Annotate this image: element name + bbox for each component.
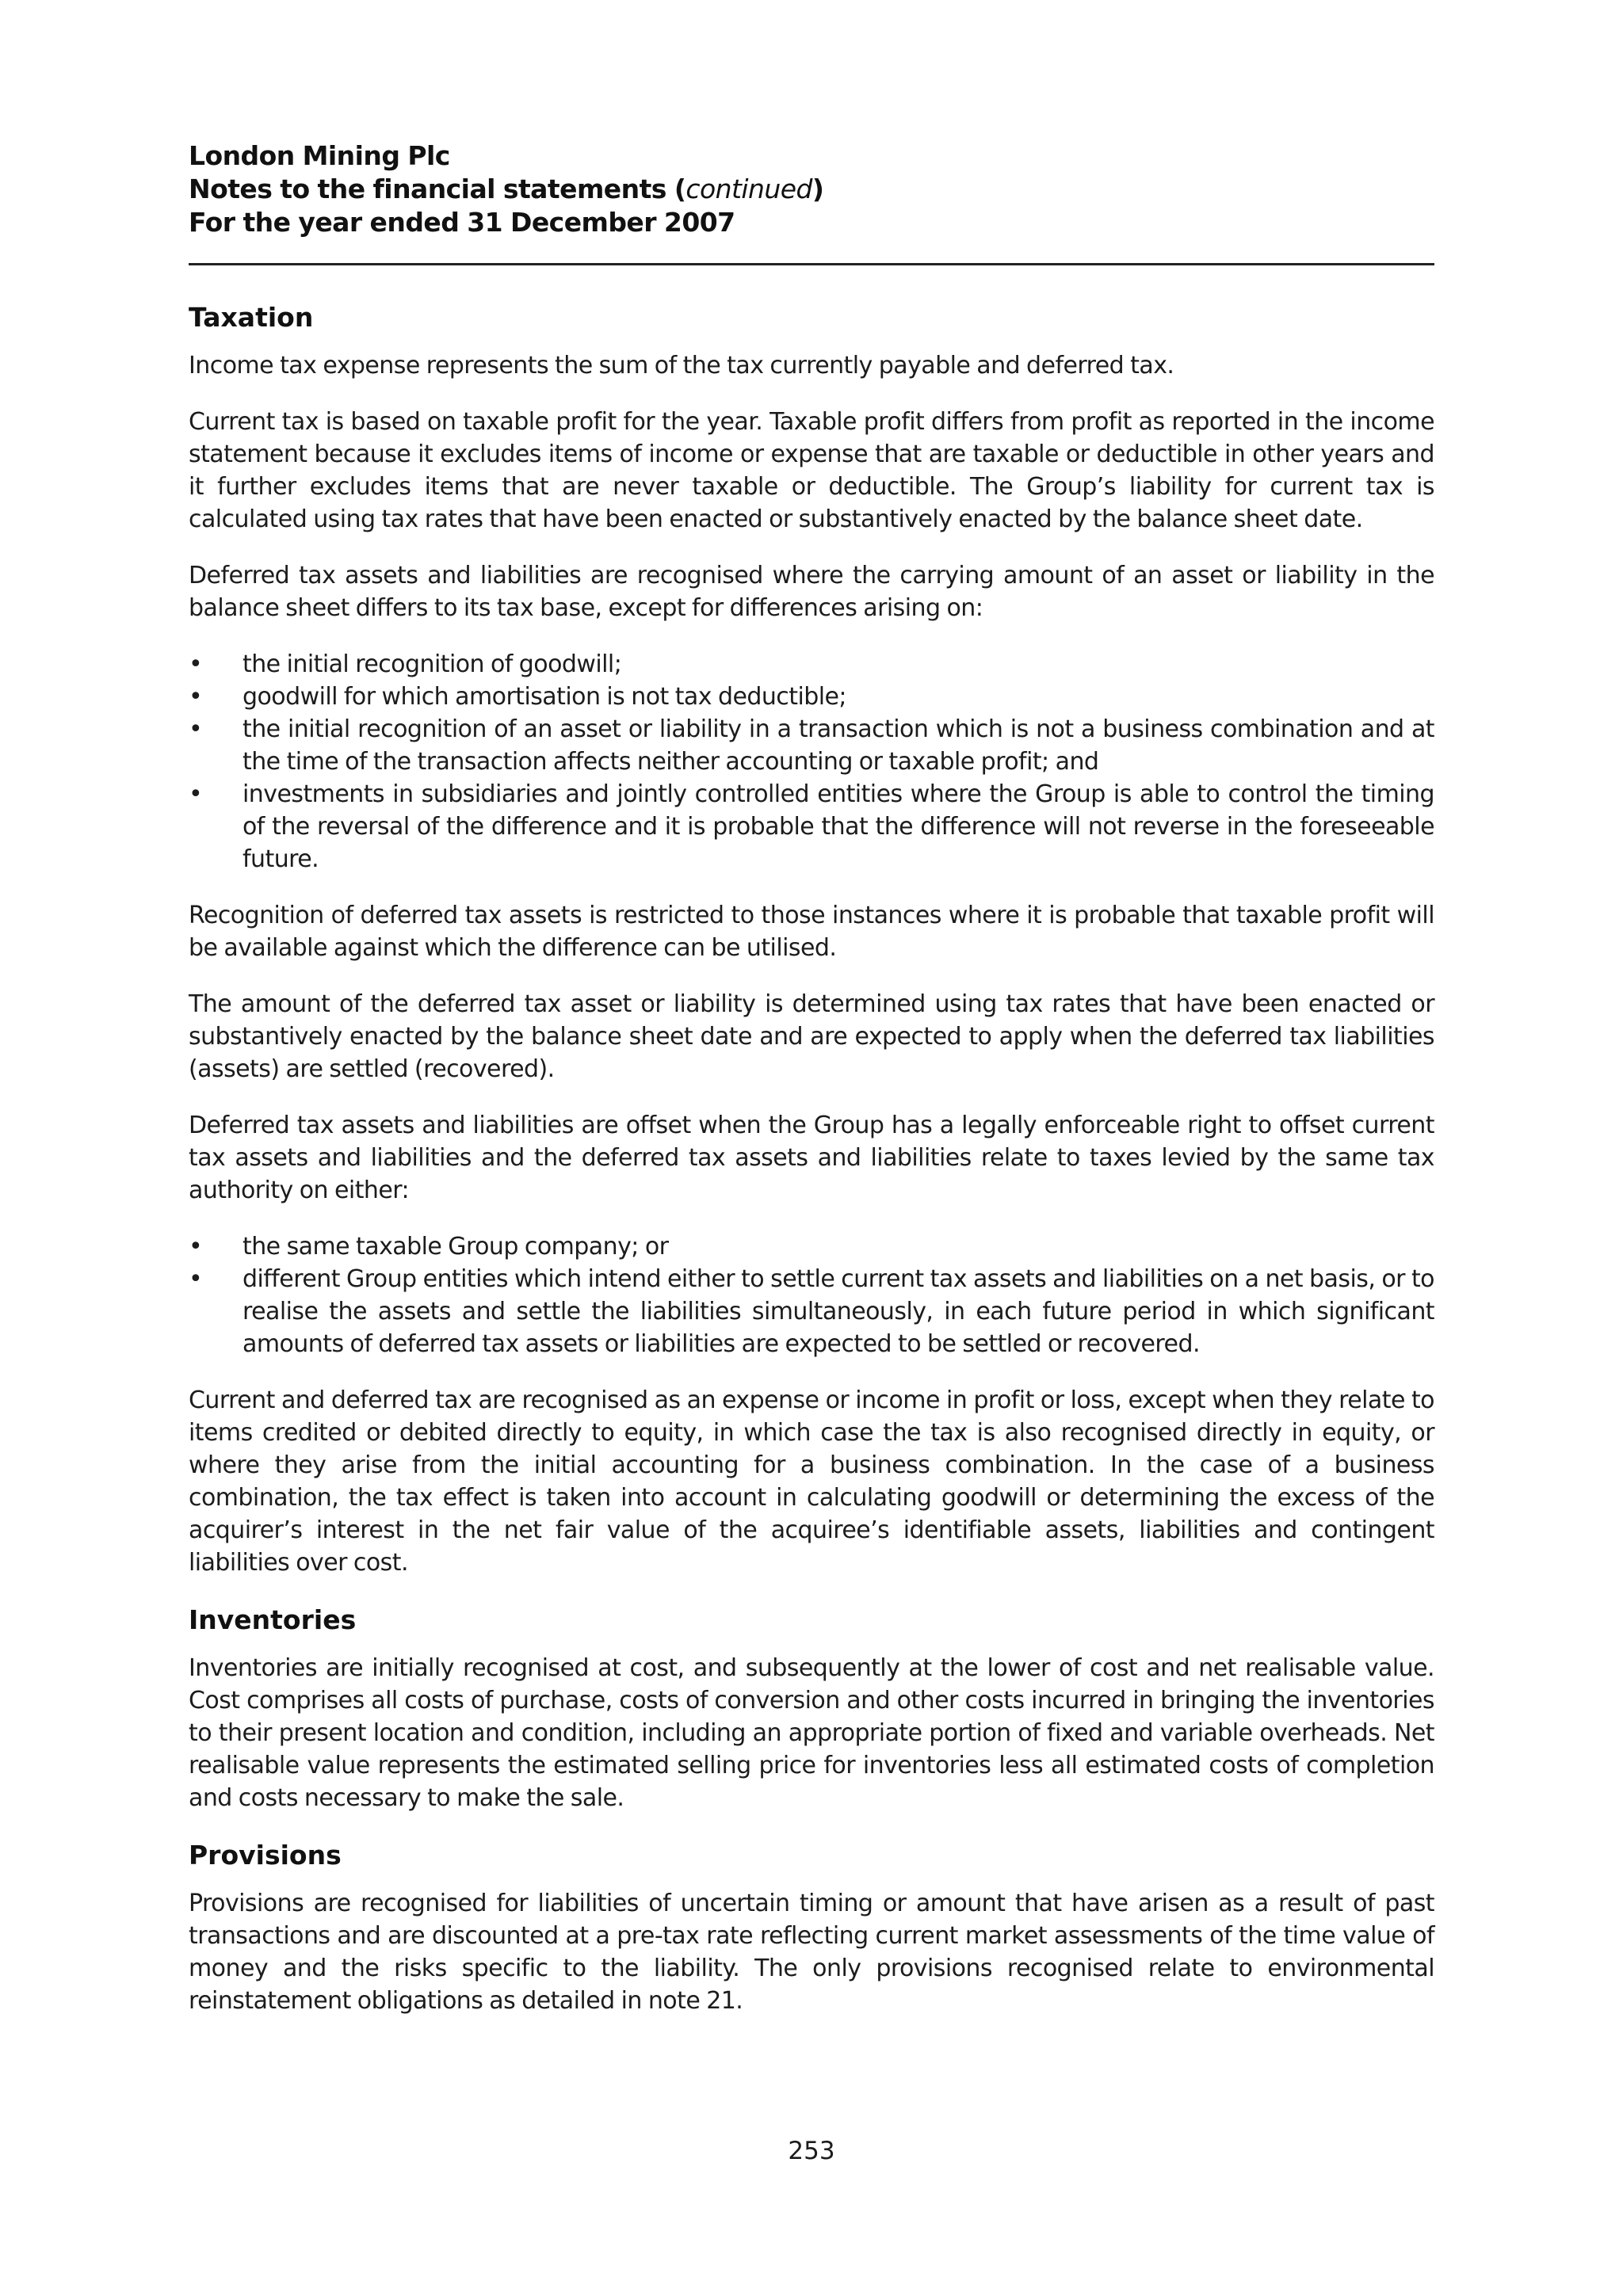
list-item-text: the same taxable Group company; or [242,1233,669,1261]
section-inventories [189,1603,1434,1814]
bullet-icon: • [189,1233,203,1261]
header-divider [189,263,1434,265]
list-item [189,1230,1434,1263]
list-item [189,778,1434,875]
list-item [189,681,1434,713]
taxation-paragraph-6: Deferred tax assets and liabilities are offset when the Group has a legally enforceable right to offset current tax assets and liabilities and the deferred tax assets and liabilities relate to taxes levied by the same tax authority on either: [189,1112,1434,1204]
bullet-icon: • [189,1265,203,1293]
section-taxation [189,300,1434,1579]
bullet-icon: • [189,683,203,711]
list-item-text: goodwill for which amortisation is not tax deductible; [242,683,846,711]
company-name: London Mining Plc [189,140,450,171]
list-item-text: different Group entities which intend either to settle current tax assets and liabilities on a net basis, or to realise the assets and settle the liabilities simultaneously, in each future period in which significant amounts of deferred tax assets or liabilities are expected to be settled or recovered. [242,1265,1434,1358]
page-number: 253 [788,2137,835,2165]
list-item-text: investments in subsidiaries and jointly controlled entities where the Group is able to control the timing of the reversal of the difference and it is probable that the difference will not reverse in the foreseeable future. [242,780,1434,873]
taxation-paragraph-3: Deferred tax assets and liabilities are recognised where the carrying amount of an asset or liability in the balance sheet differs to its tax base, except for differences arising on: [189,562,1434,622]
inventories-heading: Inventories [189,1604,357,1635]
list-item [189,648,1434,681]
section-provisions [189,1838,1434,2017]
document-header [189,139,1434,239]
taxation-paragraph-2: Current tax is based on taxable profit for the year. Taxable profit differs from profit as reported in the income statement because it excludes items of income or expense that are taxable or deductible in other years and it further excludes items that are never taxable or deductible. The Group’s liability for current tax is calculated using tax rates that have been enacted or substantively enacted by the balance sheet date. [189,408,1434,533]
notes-title-text: Notes to the financial statements ( [189,174,686,204]
period-line: For the year ended 31 December 2007 [189,207,735,238]
bullet-icon: • [189,715,203,743]
notes-title [189,173,1434,206]
notes-title-close: ) [812,174,824,204]
taxation-paragraph-4: Recognition of deferred tax assets is restricted to those instances where it is probable that taxable profit will be available against which the difference can be utilised. [189,902,1434,962]
taxation-paragraph-7: Current and deferred tax are recognised as an expense or income in profit or loss, except when they relate to items credited or debited directly to equity, in which case the tax is also recognised directly in equity, or where they arise from the initial accounting for a business combination. In the case of a business combination, the tax effect is taken into account in calculating goodwill or determining the excess of the acquirer’s interest in the net fair value of the acquiree’s identifiable assets, liabilities and contingent liabilities over cost. [189,1386,1434,1577]
taxation-paragraph-1: Income tax expense represents the sum of the tax currently payable and deferred tax. [189,352,1174,379]
notes-continued: continued [685,174,812,204]
deferred-tax-exceptions-list [189,648,1434,875]
provisions-paragraph-1: Provisions are recognised for liabilities of uncertain timing or amount that have arisen as a result of past transactions and are discounted at a pre-tax rate reflecting current market assessments of the time value of money and the risks specific to the liability. The only provisions recognised relate to environmental reinstatement obligations as detailed in note 21. [189,1890,1434,2015]
list-item [189,1263,1434,1360]
inventories-paragraph-1: Inventories are initially recognised at cost, and subsequently at the lower of cost and net realisable value. Cost comprises all costs of purchase, costs of conversion and other costs incurred in bringing the inventories to their present location and condition, including an appropriate portion of fixed and variable overheads. Net realisable value represents the estimated selling price for inventories less all estimated costs of completion and costs necessary to make the sale. [189,1654,1434,1812]
taxation-paragraph-5: The amount of the deferred tax asset or liability is determined using tax rates that have been enacted or substantively enacted by the balance sheet date and are expected to apply when the deferred tax liabilities (assets) are settled (recovered). [189,990,1434,1083]
bullet-icon: • [189,780,203,808]
bullet-icon: • [189,650,203,678]
taxation-heading: Taxation [189,302,314,333]
list-item-text: the initial recognition of goodwill; [242,650,622,678]
offset-conditions-list [189,1230,1434,1360]
list-item [189,713,1434,778]
provisions-heading: Provisions [189,1840,342,1871]
document-page [189,139,1434,2041]
list-item-text: the initial recognition of an asset or liability in a transaction which is not a business combination and at the time of the transaction affects neither accounting or taxable profit; and [242,715,1434,776]
